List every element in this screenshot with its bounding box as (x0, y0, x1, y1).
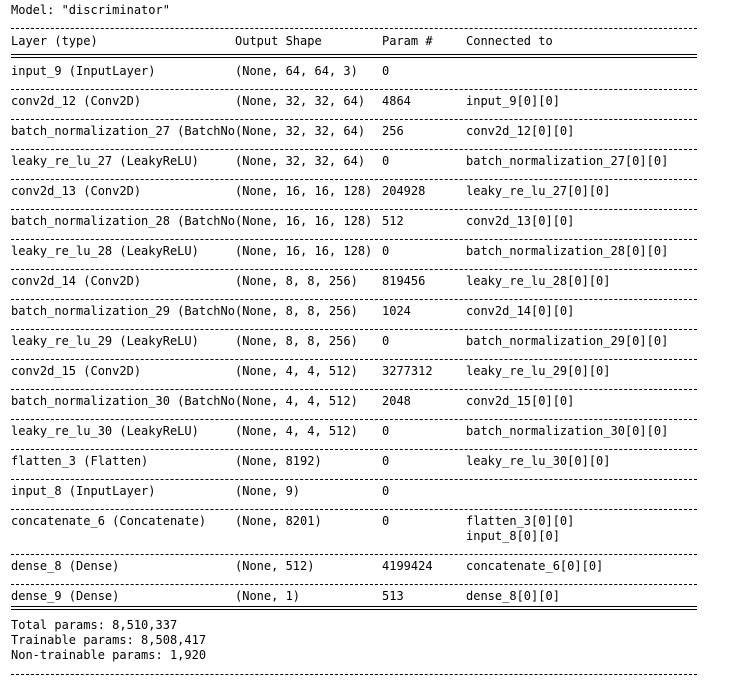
row-layer-name: conv2d_12 (Conv2D) (11, 94, 142, 108)
row-divider (11, 149, 697, 150)
row-divider (11, 449, 697, 450)
row-param-count: 2048 (382, 394, 411, 408)
row-layer-name: batch_normalization_30 (BatchNo (11, 394, 235, 408)
row-connected-to: conv2d_13[0][0] (466, 214, 575, 228)
row-layer-name: dense_8 (Dense) (11, 559, 120, 573)
row-divider (11, 299, 697, 300)
row-output-shape: (None, 32, 32, 64) (235, 94, 366, 108)
row-connected-to: dense_8[0][0] (466, 589, 560, 603)
row-divider (11, 419, 697, 420)
row-param-count: 0 (382, 424, 390, 438)
row-divider (11, 584, 697, 585)
row-param-count: 0 (382, 334, 390, 348)
row-output-shape: (None, 8192) (235, 454, 322, 468)
row-layer-name: leaky_re_lu_27 (LeakyReLU) (11, 154, 199, 168)
row-layer-name: conv2d_14 (Conv2D) (11, 274, 142, 288)
row-param-count: 1024 (382, 304, 411, 318)
row-divider (11, 119, 697, 120)
non-trainable-params: Non-trainable params: 1,920 (11, 648, 207, 662)
row-param-count: 3277312 (382, 364, 433, 378)
row-connected-to: leaky_re_lu_29[0][0] (466, 364, 611, 378)
top-divider (11, 28, 697, 29)
row-layer-name: input_8 (InputLayer) (11, 484, 156, 498)
row-output-shape: (None, 8, 8, 256) (235, 274, 358, 288)
row-param-count: 513 (382, 589, 404, 603)
row-layer-name: leaky_re_lu_30 (LeakyReLU) (11, 424, 199, 438)
row-layer-name: conv2d_13 (Conv2D) (11, 184, 142, 198)
row-connected-to: flatten_3[0][0] (466, 514, 575, 528)
row-layer-name: conv2d_15 (Conv2D) (11, 364, 142, 378)
row-param-count: 512 (382, 214, 404, 228)
row-output-shape: (None, 8, 8, 256) (235, 334, 358, 348)
row-connected-to: batch_normalization_27[0][0] (466, 154, 669, 168)
row-output-shape: (None, 4, 4, 512) (235, 364, 358, 378)
row-connected-to: leaky_re_lu_27[0][0] (466, 184, 611, 198)
row-divider (11, 269, 697, 270)
row-output-shape: (None, 8, 8, 256) (235, 304, 358, 318)
row-divider (11, 209, 697, 210)
row-connected-to: conv2d_14[0][0] (466, 304, 575, 318)
row-output-shape: (None, 64, 64, 3) (235, 64, 358, 78)
model-title: Model: "discriminator" (11, 3, 170, 17)
row-layer-name: concatenate_6 (Concatenate) (11, 514, 207, 528)
row-output-shape: (None, 4, 4, 512) (235, 394, 358, 408)
row-output-shape: (None, 32, 32, 64) (235, 124, 366, 138)
row-connected-to: batch_normalization_29[0][0] (466, 334, 669, 348)
row-layer-name: batch_normalization_29 (BatchNo (11, 304, 235, 318)
row-connected-to: conv2d_15[0][0] (466, 394, 575, 408)
header-divider (11, 54, 697, 55)
row-layer-name: flatten_3 (Flatten) (11, 454, 149, 468)
row-divider (11, 239, 697, 240)
row-param-count: 0 (382, 514, 390, 528)
header-layer: Layer (type) (11, 34, 98, 48)
row-divider (11, 509, 697, 510)
row-layer-name: dense_9 (Dense) (11, 589, 120, 603)
row-param-count: 0 (382, 484, 390, 498)
row-param-count: 0 (382, 64, 390, 78)
row-param-count: 4864 (382, 94, 411, 108)
row-output-shape: (None, 9) (235, 484, 301, 498)
header-connected: Connected to (466, 34, 553, 48)
trainable-params: Trainable params: 8,508,417 (11, 633, 207, 647)
row-output-shape: (None, 16, 16, 128) (235, 184, 373, 198)
row-connected-to: concatenate_6[0][0] (466, 559, 604, 573)
row-layer-name: batch_normalization_28 (BatchNo (11, 214, 235, 228)
row-divider (11, 389, 697, 390)
row-connected-to: input_9[0][0] (466, 94, 560, 108)
row-layer-name: input_9 (InputLayer) (11, 64, 156, 78)
row-divider (11, 179, 697, 180)
row-output-shape: (None, 1) (235, 589, 301, 603)
row-output-shape: (None, 8201) (235, 514, 322, 528)
header-output-shape: Output Shape (235, 34, 322, 48)
row-param-count: 256 (382, 124, 404, 138)
row-connected-to: batch_normalization_30[0][0] (466, 424, 669, 438)
row-layer-name: leaky_re_lu_29 (LeakyReLU) (11, 334, 199, 348)
bottom-divider (11, 674, 697, 675)
row-divider (11, 359, 697, 360)
row-divider (11, 554, 697, 555)
row-connected-to: batch_normalization_28[0][0] (466, 244, 669, 258)
row-layer-name: leaky_re_lu_28 (LeakyReLU) (11, 244, 199, 258)
row-param-count: 4199424 (382, 559, 433, 573)
row-output-shape: (None, 16, 16, 128) (235, 244, 373, 258)
row-connected-to: conv2d_12[0][0] (466, 124, 575, 138)
row-connected-to: leaky_re_lu_30[0][0] (466, 454, 611, 468)
row-param-count: 0 (382, 454, 390, 468)
row-param-count: 204928 (382, 184, 426, 198)
row-param-count: 0 (382, 154, 390, 168)
row-divider (11, 89, 697, 90)
row-output-shape: (None, 4, 4, 512) (235, 424, 358, 438)
row-output-shape: (None, 512) (235, 559, 315, 573)
row-connected-to: leaky_re_lu_28[0][0] (466, 274, 611, 288)
row-layer-name: batch_normalization_27 (BatchNo (11, 124, 235, 138)
row-divider (11, 479, 697, 480)
row-output-shape: (None, 32, 32, 64) (235, 154, 366, 168)
header-params: Param # (382, 34, 433, 48)
total-params: Total params: 8,510,337 (11, 618, 178, 632)
row-output-shape: (None, 16, 16, 128) (235, 214, 373, 228)
row-divider (11, 329, 697, 330)
row-param-count: 0 (382, 244, 390, 258)
summary-divider (11, 606, 697, 607)
row-connected-to: input_8[0][0] (466, 529, 560, 543)
row-param-count: 819456 (382, 274, 426, 288)
